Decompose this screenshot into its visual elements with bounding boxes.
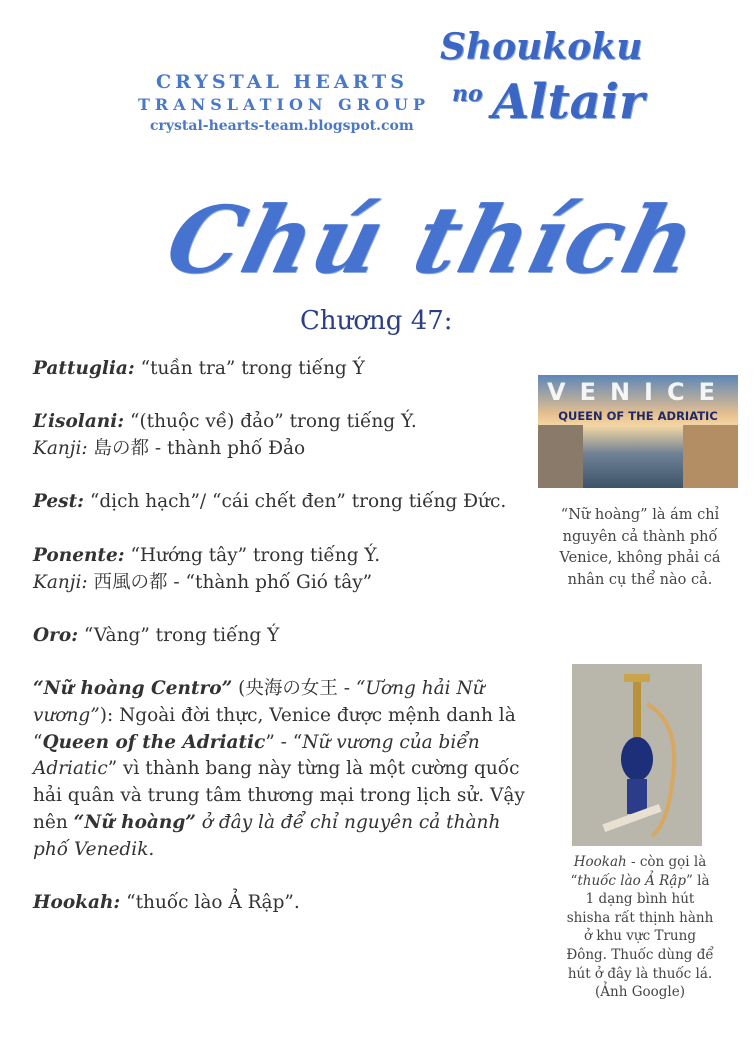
caption-text: thuốc lào Ả Rập <box>577 872 686 889</box>
note-term: Oro: <box>33 624 79 646</box>
note-term: Pattuglia: <box>33 358 135 379</box>
note-term: “Nữ hoàng Centro” <box>33 678 233 700</box>
caption-term: Hookah <box>573 854 627 870</box>
kanji-text: 西風の都 - “thành phố Gió tây” <box>87 571 373 593</box>
caption-text: - còn gọi là “ <box>570 854 707 889</box>
note-text: ” vì thành bang này từng là một cường quốc hải quân và trung tâm thương mại trong lịch sử. Vậy nên <box>33 758 525 833</box>
series-logo-word3: Altair <box>492 74 645 130</box>
note-text: ở đây là để chỉ nguyên cả thành phố Venedik. <box>33 811 501 860</box>
venice-image-subtitle: QUEEN OF THE ADRIATIC <box>558 409 718 423</box>
note-term: Hookah: <box>33 891 121 913</box>
notes-body <box>33 356 533 943</box>
venice-image-title: VENICE <box>547 378 729 406</box>
hookah-caption <box>565 853 715 1002</box>
group-subtitle: TRANSLATION GROUP <box>138 95 430 114</box>
venice-caption: “Nữ hoàng” là ám chỉ nguyên cả thành phố Venice, không phải cá nhân cụ thể nào cả. <box>559 507 721 588</box>
note-oro <box>33 623 533 650</box>
venice-image <box>538 375 738 488</box>
note-text: Nữ vương của biển Adriatic <box>33 731 480 780</box>
note-lisolani <box>33 409 533 462</box>
page-title: Chú thích <box>156 186 708 294</box>
kanji-text: 島の都 - thành phố Đảo <box>87 438 306 460</box>
note-text: Queen of the Adriatic <box>42 731 266 753</box>
group-name: CRYSTAL HEARTS <box>156 71 408 93</box>
note-term: L’isolani: <box>33 411 125 433</box>
note-text: “Vàng” trong tiếng Ý <box>78 624 280 646</box>
note-text: “dịch hạch”/ “cái chết đen” trong tiếng Đức. <box>83 491 507 513</box>
hookah-image <box>572 664 702 846</box>
chapter-heading: Chương 47: <box>300 306 453 336</box>
note-pattuglia <box>33 356 533 383</box>
note-text: ” - “ <box>265 731 303 753</box>
note-term: Pest: <box>33 491 84 513</box>
series-logo-word2: no <box>452 81 483 107</box>
kanji-label: Kanji: <box>33 571 88 593</box>
note-text: “(thuộc về) đảo” trong tiếng Ý. <box>124 411 417 433</box>
note-text: “Ương hải Nữ vương” <box>33 678 485 727</box>
building-left <box>538 425 583 488</box>
note-term: Ponente: <box>33 544 125 566</box>
note-text: “Nữ hoàng” <box>73 811 196 833</box>
building-right <box>683 425 738 488</box>
caption-text: ” là 1 dạng bình hút shisha rất thịnh hành ở khu vực Trung Đông. Thuốc dùng để hút ở đây là thuốc lá. (Ảnh Google) <box>566 872 714 1001</box>
note-text: “Hướng tây” trong tiếng Ý. <box>124 544 381 566</box>
kanji-label: Kanji: <box>33 438 88 460</box>
note-text: “tuần tra” trong tiếng Ý <box>134 358 365 379</box>
note-pest <box>33 489 533 516</box>
note-text: “thuốc lào Ả Rập”. <box>120 891 300 913</box>
series-logo-word1: Shoukoku <box>440 26 643 68</box>
note-hookah <box>33 890 533 917</box>
note-text: (央海の女王 - <box>232 678 356 700</box>
note-centro <box>33 676 533 863</box>
note-text: ): Ngoài đời thực, Venice được mệnh danh là “ <box>33 705 516 753</box>
group-website: crystal-hearts-team.blogspot.com <box>150 118 414 134</box>
note-ponente <box>33 543 533 596</box>
hookah-illustration <box>572 664 702 846</box>
